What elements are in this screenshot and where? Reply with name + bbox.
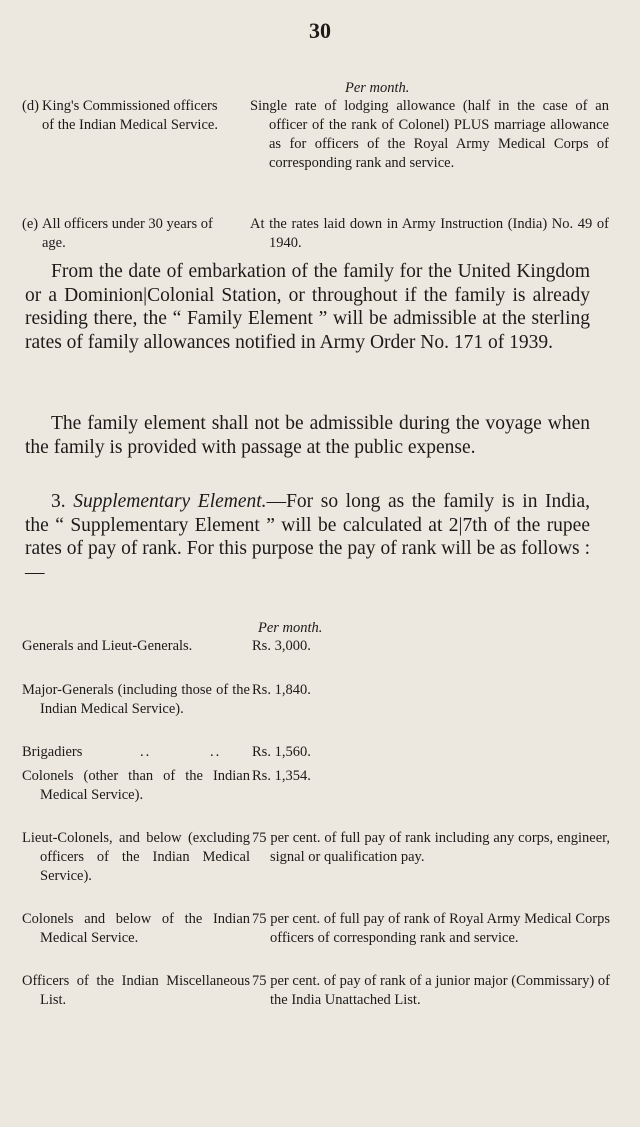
- dots-right: ..: [210, 744, 222, 760]
- paragraph-family-element: From the date of embarkation of the family for the United Kingdom or a Dominion|Colonial Station, or throughout if the family is already residing there, the “ Family Element ” will be admissible at the sterling rates of family allowances notified in Army Order No. 171 of 1939.: [25, 261, 590, 353]
- row-d-right: Single rate of lodging allowance (half in the case of an officer of the rank of Colonel) PLUS marriage allowance as for officers of the Royal Army Medical Corps of corresponding rank and service.: [250, 98, 609, 171]
- paragraph-supplementary-element: [25, 490, 590, 584]
- pay-row-brigadiers-amount: Rs. 1,560.: [252, 744, 311, 760]
- pay-row-major-generals-amount: Rs. 1,840.: [252, 682, 311, 698]
- row-e-left: All officers under 30 years of age.: [42, 216, 213, 251]
- pay-row-misc-list-amount: 75 per cent. of pay of rank of a junior major (Commissary) of the India Unattached List.: [252, 973, 610, 1008]
- pay-row-ims-colonels-rank: Colonels and below of the Indian Medical Service.: [22, 911, 250, 946]
- pay-row-lieut-colonels-amount: 75 per cent. of full pay of rank including any corps, engineer, signal or qualification pay.: [252, 830, 610, 865]
- page-number: 30: [309, 18, 331, 43]
- row-d-left: King's Commissioned officers of the Indian Medical Service.: [42, 98, 218, 133]
- row-e-label: (e): [22, 216, 39, 232]
- dots-left: ..: [140, 744, 152, 760]
- section-number: 3.: [51, 491, 66, 512]
- pay-row-generals-amount: Rs. 3,000.: [252, 638, 311, 654]
- pay-row-colonels-rank: Colonels (other than of the Indian Medical Service).: [22, 768, 250, 803]
- pay-row-brigadiers-rank: [22, 743, 232, 762]
- pay-row-misc-list-rank: Officers of the Indian Miscellaneous List.: [22, 973, 250, 1008]
- pay-row-lieut-colonels-rank: Lieut-Colonels, and below (excluding officers of the Indian Medical Service).: [22, 830, 250, 884]
- per-month-header-top: Per month.: [345, 80, 410, 96]
- pay-row-colonels-amount: Rs. 1,354.: [252, 768, 311, 784]
- row-d-label: (d): [22, 98, 39, 114]
- section-text: —For so long as the family is in India, the “ Supplementary Element ” will be calculated at 2|7th of the rupee rates of pay of rank. For this purpose the pay of rank will be as follows :—: [25, 491, 590, 583]
- paragraph-voyage: The family element shall not be admissible during the voyage when the family is provided with passage at the public expense.: [25, 413, 590, 458]
- pay-row-ims-colonels-amount: 75 per cent. of full pay of rank of Royal Army Medical Corps officers of corresponding rank and service.: [252, 911, 610, 946]
- brigadiers-label: Brigadiers: [22, 744, 83, 760]
- per-month-header-pay: Per month.: [258, 620, 323, 636]
- row-e-right: At the rates laid down in Army Instruction (India) No. 49 of 1940.: [250, 216, 609, 251]
- pay-row-generals-rank: Generals and Lieut-Generals.: [22, 638, 193, 654]
- section-title: Supplementary Element.: [73, 491, 267, 512]
- pay-row-major-generals-rank: Major-Generals (including those of the Indian Medical Service).: [22, 682, 250, 717]
